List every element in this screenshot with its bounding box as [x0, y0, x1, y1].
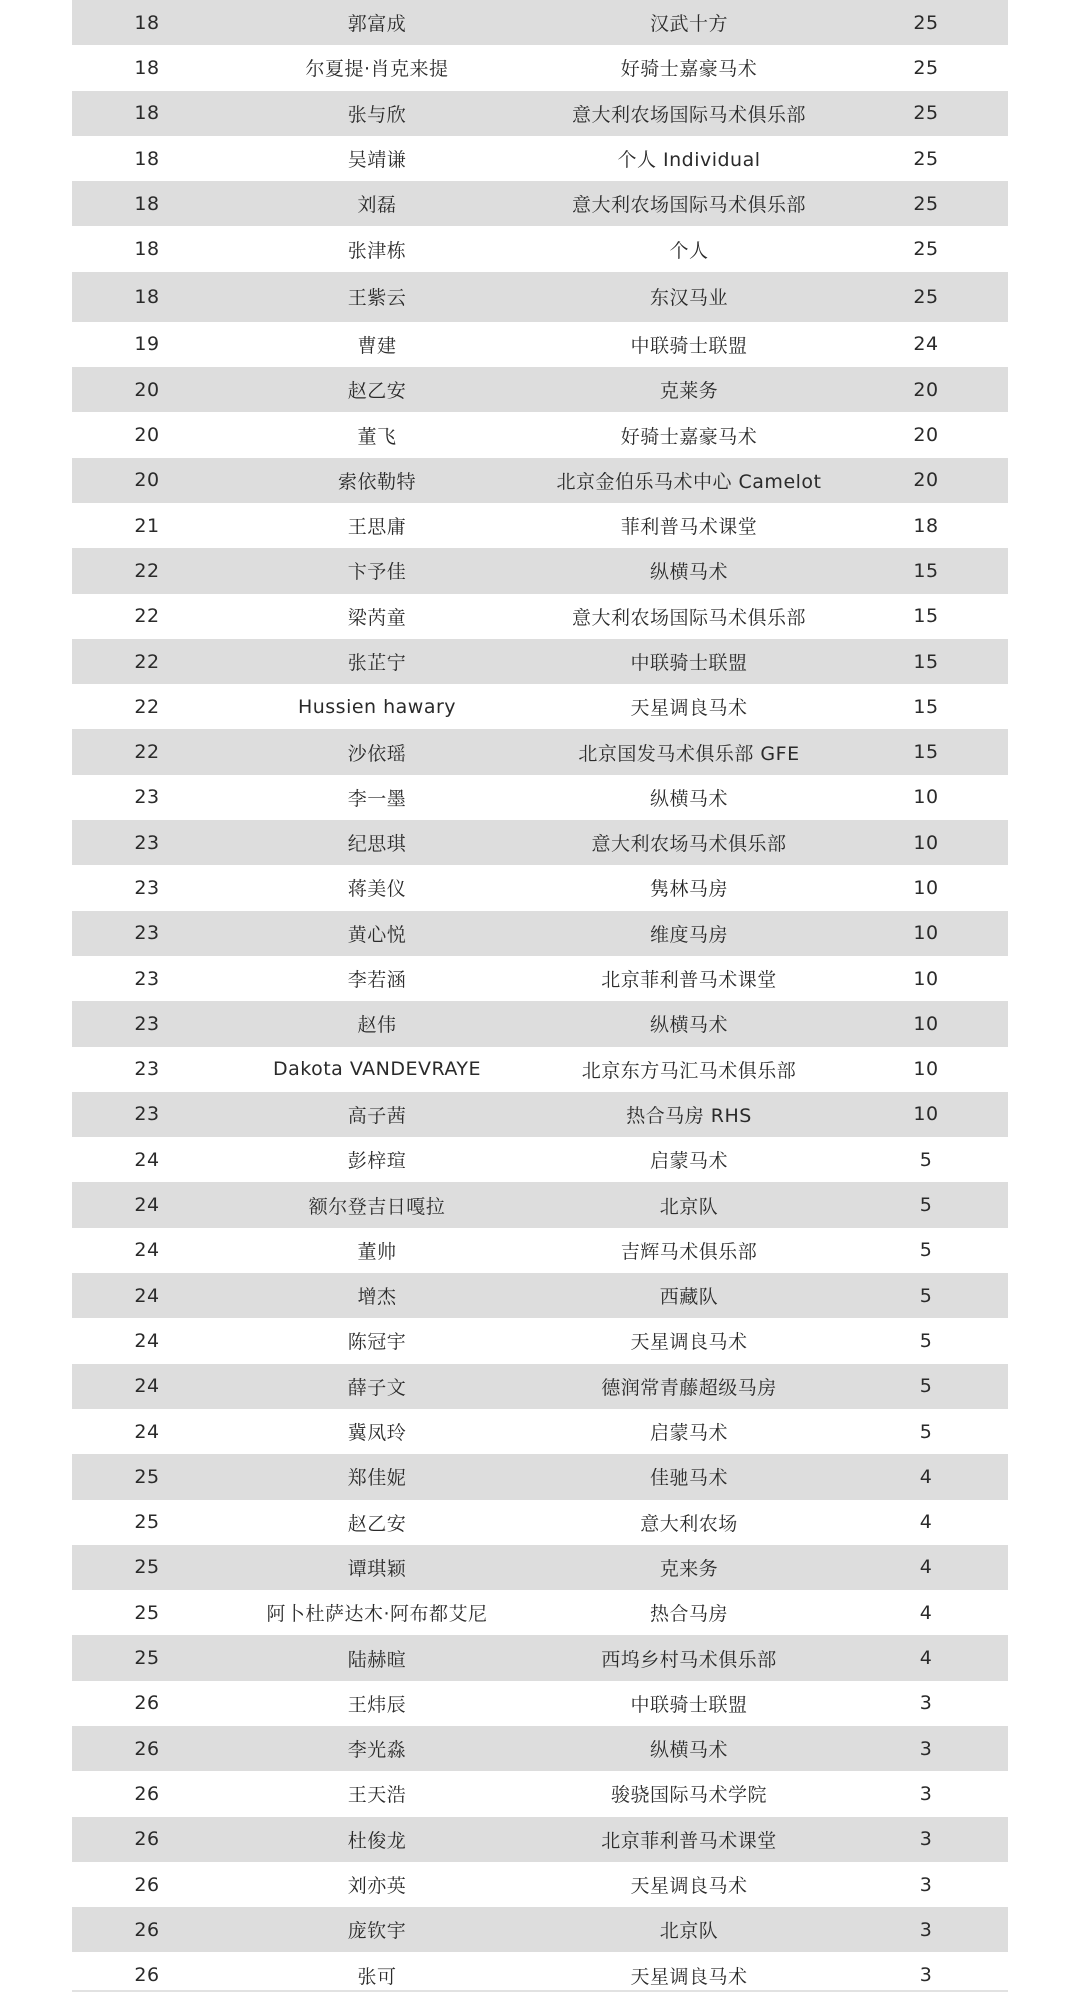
rider-name-cell: 阿卜杜萨达木·阿布都艾尼 — [266, 1603, 488, 1626]
team-cell: 热合马房 — [649, 1603, 728, 1626]
team-cell: 天星调良马术 — [630, 1875, 748, 1898]
rank-cell: 22 — [134, 605, 160, 628]
score-cell: 15 — [913, 605, 939, 628]
score-cell: 15 — [913, 650, 939, 673]
table-row — [72, 729, 1008, 774]
team-cell: 天星调良马术 — [630, 1331, 748, 1354]
rider-name-cell: 索依勒特 — [337, 470, 416, 493]
table-row — [72, 1726, 1008, 1771]
rank-cell: 22 — [134, 650, 160, 673]
rider-name-cell: 李光淼 — [347, 1739, 407, 1762]
score-cell: 3 — [919, 1782, 933, 1805]
score-cell: 25 — [913, 11, 939, 34]
score-cell: 25 — [913, 102, 939, 125]
table-row — [72, 1092, 1008, 1137]
rank-cell: 18 — [134, 285, 160, 308]
score-cell: 20 — [913, 424, 939, 447]
rank-cell: 20 — [134, 378, 160, 401]
table-row — [72, 45, 1008, 90]
rank-cell: 25 — [134, 1511, 160, 1534]
rider-name-cell: 王炜辰 — [347, 1693, 407, 1716]
rider-name-cell: 薛子文 — [347, 1376, 407, 1399]
score-cell: 10 — [913, 922, 939, 945]
rider-name-cell: 卞予佳 — [347, 561, 407, 584]
table-row — [72, 1907, 1008, 1952]
team-cell: 意大利农场国际马术俱乐部 — [571, 103, 806, 126]
score-cell: 25 — [913, 56, 939, 79]
score-cell: 15 — [913, 741, 939, 764]
rank-cell: 21 — [134, 514, 160, 537]
score-cell: 3 — [919, 1918, 933, 1941]
rider-name-cell: 增杰 — [357, 1286, 397, 1309]
rank-cell: 23 — [134, 922, 160, 945]
team-cell: 西藏队 — [659, 1286, 719, 1309]
score-cell: 15 — [913, 695, 939, 718]
table-row — [72, 181, 1008, 226]
score-cell: 20 — [913, 469, 939, 492]
table-row — [72, 1862, 1008, 1907]
table-row — [72, 1409, 1008, 1454]
team-cell: 天星调良马术 — [630, 697, 748, 720]
rank-cell: 22 — [134, 559, 160, 582]
table-row — [72, 136, 1008, 181]
table-row — [72, 684, 1008, 729]
score-cell: 10 — [913, 831, 939, 854]
rank-cell: 23 — [134, 1103, 160, 1126]
table-row — [72, 865, 1008, 910]
team-cell: 个人 — [669, 239, 709, 262]
rank-cell: 26 — [134, 1828, 160, 1851]
table-row — [72, 226, 1008, 271]
rider-name-cell: 李若涵 — [347, 969, 407, 992]
table-row — [72, 1364, 1008, 1409]
score-cell: 15 — [913, 559, 939, 582]
ranking-table — [72, 0, 1008, 1998]
rank-cell: 18 — [134, 147, 160, 170]
rank-cell: 26 — [134, 1918, 160, 1941]
rank-cell: 23 — [134, 876, 160, 899]
rank-cell: 24 — [134, 1194, 160, 1217]
table-row — [72, 322, 1008, 367]
table-row — [72, 1681, 1008, 1726]
team-cell: 骏骁国际马术学院 — [610, 1784, 767, 1807]
rider-name-cell: 张与欣 — [347, 103, 407, 126]
rider-name-cell: 额尔登吉日嘎拉 — [308, 1195, 446, 1218]
rider-name-cell: 董帅 — [357, 1240, 397, 1263]
team-cell: 北京国发马术俱乐部 GFE — [578, 742, 800, 765]
score-cell: 10 — [913, 876, 939, 899]
table-row — [72, 1182, 1008, 1227]
rider-name-cell: 郭富成 — [347, 13, 407, 36]
team-cell: 纵横马术 — [649, 1014, 728, 1037]
team-cell: 东汉马业 — [649, 287, 728, 310]
rank-cell: 23 — [134, 1058, 160, 1081]
team-cell: 天星调良马术 — [630, 1965, 748, 1988]
team-cell: 菲利普马术课堂 — [620, 516, 758, 539]
table-row — [72, 956, 1008, 1001]
team-cell: 西坞乡村马术俱乐部 — [601, 1648, 777, 1671]
rider-name-cell: 梁芮童 — [347, 606, 407, 629]
rider-name-cell: 沙依瑶 — [347, 742, 407, 765]
team-cell: 克来务 — [659, 1557, 719, 1580]
score-cell: 4 — [919, 1511, 933, 1534]
team-cell: 德润常青藤超级马房 — [601, 1376, 777, 1399]
score-cell: 3 — [919, 1692, 933, 1715]
table-row — [72, 1137, 1008, 1182]
rank-cell: 22 — [134, 695, 160, 718]
table-row — [72, 272, 1008, 322]
table-row — [72, 91, 1008, 136]
rider-name-cell: 谭琪颖 — [347, 1557, 407, 1580]
rank-cell: 26 — [134, 1737, 160, 1760]
rider-name-cell: 刘磊 — [357, 194, 397, 217]
table-row — [72, 594, 1008, 639]
team-cell: 吉辉马术俱乐部 — [620, 1240, 758, 1263]
score-cell: 25 — [913, 192, 939, 215]
rank-cell: 25 — [134, 1647, 160, 1670]
rank-cell: 24 — [134, 1239, 160, 1262]
team-cell: 汉武十方 — [649, 13, 728, 36]
team-cell: 北京东方马汇马术俱乐部 — [581, 1059, 797, 1082]
team-cell: 个人 Individual — [617, 149, 761, 172]
rank-cell: 26 — [134, 1873, 160, 1896]
team-cell: 热合马房 RHS — [626, 1104, 752, 1127]
team-cell: 佳驰马术 — [649, 1467, 728, 1490]
rank-cell: 23 — [134, 967, 160, 990]
score-cell: 5 — [919, 1284, 933, 1307]
rider-name-cell: 赵伟 — [357, 1014, 397, 1037]
score-cell: 18 — [913, 514, 939, 537]
rider-name-cell: 纪思琪 — [347, 833, 407, 856]
table-row — [72, 1228, 1008, 1273]
rank-cell: 18 — [134, 11, 160, 34]
team-cell: 好骑士嘉豪马术 — [620, 425, 758, 448]
rank-cell: 24 — [134, 1284, 160, 1307]
score-cell: 10 — [913, 967, 939, 990]
score-cell: 4 — [919, 1465, 933, 1488]
team-cell: 北京队 — [659, 1195, 719, 1218]
rank-cell: 24 — [134, 1420, 160, 1443]
rank-cell: 22 — [134, 741, 160, 764]
score-cell: 25 — [913, 238, 939, 261]
team-cell: 北京队 — [659, 1920, 719, 1943]
rank-cell: 23 — [134, 786, 160, 809]
score-cell: 3 — [919, 1964, 933, 1987]
rider-name-cell: 尔夏提·肖克来提 — [305, 58, 449, 81]
team-cell: 启蒙马术 — [649, 1150, 728, 1173]
team-cell: 意大利农场 — [640, 1512, 738, 1535]
table-row — [72, 1500, 1008, 1545]
table-row — [72, 412, 1008, 457]
score-cell: 5 — [919, 1375, 933, 1398]
rider-name-cell: 张津栋 — [347, 239, 407, 262]
score-cell: 10 — [913, 786, 939, 809]
team-cell: 意大利农场马术俱乐部 — [591, 833, 787, 856]
rank-cell: 18 — [134, 102, 160, 125]
rider-name-cell: Dakota VANDEVRAYE — [272, 1058, 482, 1081]
rider-name-cell: 陆赫暄 — [347, 1648, 407, 1671]
score-cell: 10 — [913, 1012, 939, 1035]
table-row — [72, 639, 1008, 684]
rank-cell: 18 — [134, 192, 160, 215]
team-cell: 隽林马房 — [649, 878, 728, 901]
team-cell: 中联骑士联盟 — [630, 1693, 748, 1716]
table-row — [72, 1273, 1008, 1318]
table-row — [72, 1771, 1008, 1816]
team-cell: 维度马房 — [649, 923, 728, 946]
rank-cell: 19 — [134, 333, 160, 356]
score-cell: 25 — [913, 147, 939, 170]
team-cell: 中联骑士联盟 — [630, 652, 748, 674]
table-row — [72, 1318, 1008, 1363]
table-row — [72, 1001, 1008, 1046]
rank-cell: 18 — [134, 238, 160, 261]
table-row — [72, 775, 1008, 820]
score-cell: 24 — [913, 333, 939, 356]
table-row — [72, 1047, 1008, 1092]
score-cell: 5 — [919, 1194, 933, 1217]
rank-cell: 26 — [134, 1782, 160, 1805]
team-cell: 纵横马术 — [649, 787, 728, 810]
rank-cell: 24 — [134, 1375, 160, 1398]
rider-name-cell: 陈冠宇 — [347, 1331, 407, 1354]
rider-name-cell: 彭梓瑄 — [347, 1150, 407, 1173]
table-row — [72, 911, 1008, 956]
team-cell: 意大利农场国际马术俱乐部 — [571, 606, 806, 629]
rider-name-cell: 王思庸 — [347, 516, 407, 539]
table-row — [72, 1454, 1008, 1499]
score-cell: 10 — [913, 1103, 939, 1126]
rank-cell: 23 — [134, 831, 160, 854]
score-cell: 20 — [913, 378, 939, 401]
table-row — [72, 503, 1008, 548]
rider-name-cell: 庞钦宇 — [347, 1920, 407, 1943]
team-cell: 克莱务 — [659, 380, 719, 403]
team-cell: 好骑士嘉豪马术 — [620, 58, 758, 81]
rider-name-cell: 张可 — [357, 1965, 397, 1988]
table-row — [72, 1635, 1008, 1680]
table-row — [72, 1545, 1008, 1590]
rank-cell: 25 — [134, 1465, 160, 1488]
rider-name-cell: 赵乙安 — [347, 1512, 407, 1535]
rider-name-cell: 赵乙安 — [347, 380, 407, 403]
rank-cell: 24 — [134, 1329, 160, 1352]
rider-name-cell: Hussien hawary — [297, 695, 457, 718]
rank-cell: 18 — [134, 56, 160, 79]
rider-name-cell: 高子茜 — [347, 1104, 407, 1127]
rank-cell: 25 — [134, 1556, 160, 1579]
rider-name-cell: 李一墨 — [347, 787, 407, 810]
table-row — [72, 0, 1008, 45]
rider-name-cell: 蒋美仪 — [347, 878, 407, 901]
score-cell: 5 — [919, 1329, 933, 1352]
rider-name-cell: 杜俊龙 — [347, 1829, 407, 1852]
score-cell: 3 — [919, 1873, 933, 1896]
table-row — [72, 1590, 1008, 1635]
table-row — [72, 820, 1008, 865]
table-row — [72, 367, 1008, 412]
rider-name-cell: 冀凤玲 — [347, 1422, 407, 1445]
rank-cell: 23 — [134, 1012, 160, 1035]
rank-cell: 26 — [134, 1692, 160, 1715]
rank-cell: 26 — [134, 1964, 160, 1987]
score-cell: 3 — [919, 1737, 933, 1760]
table-row — [72, 458, 1008, 503]
rider-name-cell: 黄心悦 — [347, 923, 407, 946]
score-cell: 4 — [919, 1647, 933, 1670]
score-cell: 5 — [919, 1148, 933, 1171]
team-cell: 北京金伯乐马术中心 Camelot — [556, 470, 822, 493]
rank-cell: 24 — [134, 1148, 160, 1171]
team-cell: 北京菲利普马术课堂 — [601, 969, 777, 992]
score-cell: 3 — [919, 1828, 933, 1851]
rider-name-cell: 董飞 — [357, 425, 397, 448]
score-cell: 4 — [919, 1556, 933, 1579]
score-cell: 5 — [919, 1420, 933, 1443]
score-cell: 4 — [919, 1601, 933, 1624]
team-cell: 中联骑士联盟 — [630, 334, 748, 357]
rider-name-cell: 曹建 — [357, 334, 397, 357]
score-cell: 25 — [913, 285, 939, 308]
rank-cell: 25 — [134, 1601, 160, 1624]
rank-cell: 20 — [134, 424, 160, 447]
table-row — [72, 1817, 1008, 1862]
team-cell: 启蒙马术 — [649, 1422, 728, 1445]
score-cell: 10 — [913, 1058, 939, 1081]
rider-name-cell: 张芷宁 — [347, 652, 407, 674]
team-cell: 纵横马术 — [649, 1739, 728, 1762]
rank-cell: 20 — [134, 469, 160, 492]
rider-name-cell: 王紫云 — [347, 287, 407, 310]
rider-name-cell: 郑佳妮 — [347, 1467, 407, 1490]
team-cell: 纵横马术 — [649, 561, 728, 584]
rider-name-cell: 吴靖谦 — [347, 149, 407, 172]
team-cell: 北京菲利普马术课堂 — [601, 1829, 777, 1852]
team-cell: 意大利农场国际马术俱乐部 — [571, 194, 806, 217]
rider-name-cell: 刘亦英 — [347, 1875, 407, 1898]
table-row — [72, 548, 1008, 593]
score-cell: 5 — [919, 1239, 933, 1262]
rider-name-cell: 王天浩 — [347, 1784, 407, 1807]
